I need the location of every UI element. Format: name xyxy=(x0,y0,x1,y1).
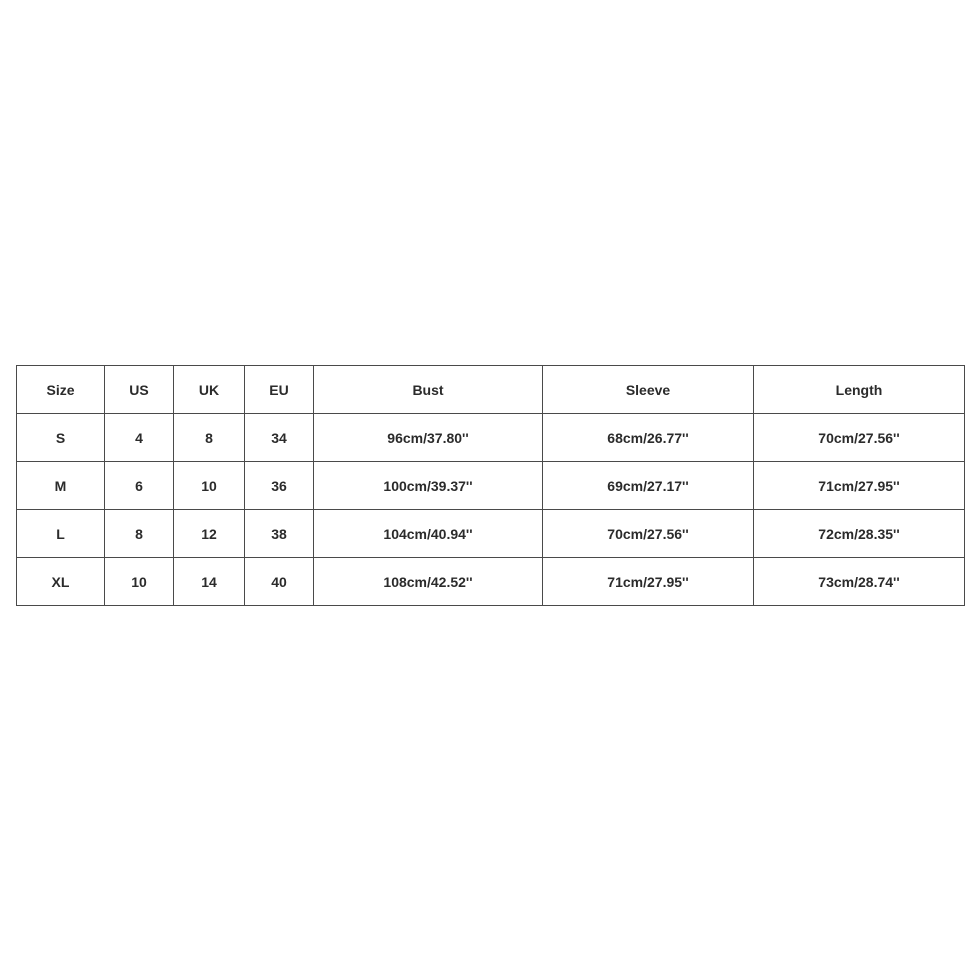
cell-eu: 38 xyxy=(245,510,314,558)
cell-eu: 36 xyxy=(245,462,314,510)
header-sleeve: Sleeve xyxy=(543,366,754,414)
cell-bust: 104cm/40.94'' xyxy=(314,510,543,558)
table-row xyxy=(17,462,965,510)
header-row xyxy=(17,366,965,414)
cell-size: XL xyxy=(17,558,105,606)
cell-uk: 12 xyxy=(174,510,245,558)
size-chart-table xyxy=(16,365,965,606)
table-row xyxy=(17,510,965,558)
table-row xyxy=(17,558,965,606)
header-uk: UK xyxy=(174,366,245,414)
cell-us: 6 xyxy=(105,462,174,510)
cell-us: 10 xyxy=(105,558,174,606)
cell-length: 70cm/27.56'' xyxy=(754,414,965,462)
header-bust: Bust xyxy=(314,366,543,414)
cell-sleeve: 69cm/27.17'' xyxy=(543,462,754,510)
header-us: US xyxy=(105,366,174,414)
cell-bust: 100cm/39.37'' xyxy=(314,462,543,510)
cell-uk: 14 xyxy=(174,558,245,606)
cell-sleeve: 70cm/27.56'' xyxy=(543,510,754,558)
header-eu: EU xyxy=(245,366,314,414)
header-size: Size xyxy=(17,366,105,414)
cell-length: 72cm/28.35'' xyxy=(754,510,965,558)
cell-us: 8 xyxy=(105,510,174,558)
cell-size: M xyxy=(17,462,105,510)
cell-bust: 108cm/42.52'' xyxy=(314,558,543,606)
cell-size: S xyxy=(17,414,105,462)
cell-uk: 8 xyxy=(174,414,245,462)
table-row xyxy=(17,414,965,462)
cell-us: 4 xyxy=(105,414,174,462)
cell-eu: 40 xyxy=(245,558,314,606)
cell-uk: 10 xyxy=(174,462,245,510)
cell-length: 73cm/28.74'' xyxy=(754,558,965,606)
cell-sleeve: 71cm/27.95'' xyxy=(543,558,754,606)
cell-size: L xyxy=(17,510,105,558)
cell-bust: 96cm/37.80'' xyxy=(314,414,543,462)
header-length: Length xyxy=(754,366,965,414)
cell-sleeve: 68cm/26.77'' xyxy=(543,414,754,462)
cell-length: 71cm/27.95'' xyxy=(754,462,965,510)
cell-eu: 34 xyxy=(245,414,314,462)
